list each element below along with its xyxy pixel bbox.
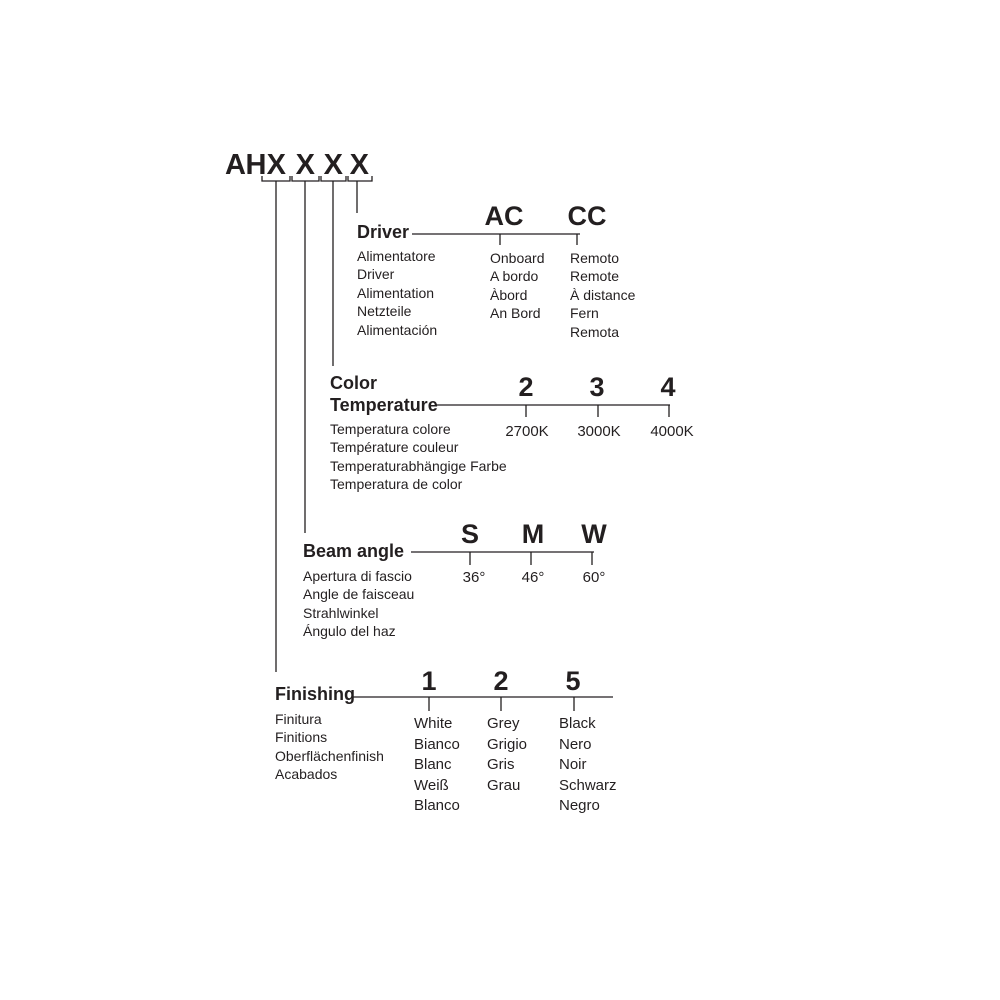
translation-line: Finitura: [275, 711, 322, 727]
translation-line: Temperaturabhängige Farbe: [330, 457, 507, 474]
translation-line: Alimentatore: [357, 248, 436, 264]
translation-line: Angle de faisceau: [303, 586, 415, 603]
translation-line: Finitions: [275, 729, 328, 746]
color-temperature-option-code-4: 4: [660, 372, 676, 402]
option-line: Black: [559, 715, 596, 732]
option-line: Weiß: [414, 776, 449, 794]
beam-angle-option-code-s: S: [460, 519, 480, 549]
option-line: Schwarz: [559, 776, 617, 794]
option-line: À distance: [570, 286, 636, 303]
finishing-option-5-description: [559, 714, 617, 817]
driver-option-code-ac: AC: [484, 201, 524, 231]
finishing-option-code-5: 5: [565, 666, 581, 696]
option-line: White: [414, 715, 453, 732]
option-line: Grigio: [487, 735, 528, 753]
driver-option-ac-description: [490, 249, 544, 323]
option-line: Àbord: [490, 286, 528, 303]
finishing-translations: [275, 710, 384, 784]
option-line: Nero: [559, 735, 592, 753]
color-temperature-value-4000k: 4000K: [650, 423, 694, 440]
beam-angle-value-60: 60°: [582, 569, 606, 586]
translation-line: Température couleur: [330, 439, 459, 456]
translation-line: Ángulo del haz: [303, 623, 396, 640]
translation-line: Netzteile: [357, 303, 412, 320]
beam-angle-option-code-w: W: [581, 519, 607, 549]
color-temperature-title-line1: Color: [330, 373, 377, 393]
color-temperature-option-code-3: 3: [589, 372, 605, 402]
code-slot-color-temperature: X: [323, 149, 343, 181]
color-temperature-option-code-2: 2: [518, 372, 534, 402]
code-prefix: AH: [225, 149, 266, 181]
translation-line: Acabados: [275, 766, 338, 783]
option-line: Remota: [570, 323, 620, 340]
code-slot-finishing: X: [266, 149, 286, 181]
driver-translations: [357, 247, 437, 339]
color-temperature-title-line2: Temperature: [330, 395, 438, 415]
option-line: Fern: [570, 305, 599, 322]
beam-angle-title: Beam angle: [303, 541, 405, 561]
finishing-option-code-1: 1: [421, 666, 437, 696]
beam-angle-value-46: 46°: [521, 569, 545, 586]
color-temperature-value-3000k: 3000K: [577, 423, 621, 440]
translation-line: Alimentation: [357, 284, 435, 301]
translation-line: Oberflächenfinish: [275, 747, 384, 764]
option-line: An Bord: [490, 305, 541, 322]
option-line: A bordo: [490, 268, 539, 285]
option-line: Onboard: [490, 250, 545, 266]
driver-option-code-cc: CC: [567, 201, 607, 231]
translation-line: Strahlwinkel: [303, 604, 379, 621]
translation-line: Alimentación: [357, 321, 438, 338]
option-line: Noir: [559, 756, 587, 773]
beam-angle-value-36: 36°: [462, 569, 486, 586]
color-temperature-value-2700k: 2700K: [505, 423, 549, 440]
translation-line: Temperatura colore: [330, 421, 451, 437]
color-temperature-translations: [330, 420, 507, 494]
option-line: Remote: [570, 268, 620, 285]
translation-line: Temperatura de color: [330, 476, 463, 493]
option-line: Blanc: [414, 756, 452, 773]
option-line: Grau: [487, 776, 521, 794]
option-line: Blanco: [414, 797, 460, 814]
driver-title: Driver: [357, 222, 410, 242]
beam-angle-option-code-m: M: [521, 519, 545, 549]
option-line: Grey: [487, 715, 520, 732]
translation-line: Apertura di fascio: [303, 568, 412, 584]
option-line: Remoto: [570, 250, 620, 266]
finishing-option-code-2: 2: [493, 666, 509, 696]
code-slot-beam-angle: X: [295, 149, 315, 181]
finishing-title: Finishing: [275, 684, 355, 704]
finishing-option-2-description: [487, 714, 527, 796]
beam-angle-translations: [303, 567, 414, 641]
option-line: Negro: [559, 797, 600, 814]
option-line: Gris: [487, 756, 515, 773]
finishing-option-1-description: [414, 714, 460, 817]
code-slot-driver: X: [349, 149, 369, 181]
translation-line: Driver: [357, 266, 395, 283]
driver-option-cc-description: [570, 249, 635, 341]
option-line: Bianco: [414, 735, 460, 753]
